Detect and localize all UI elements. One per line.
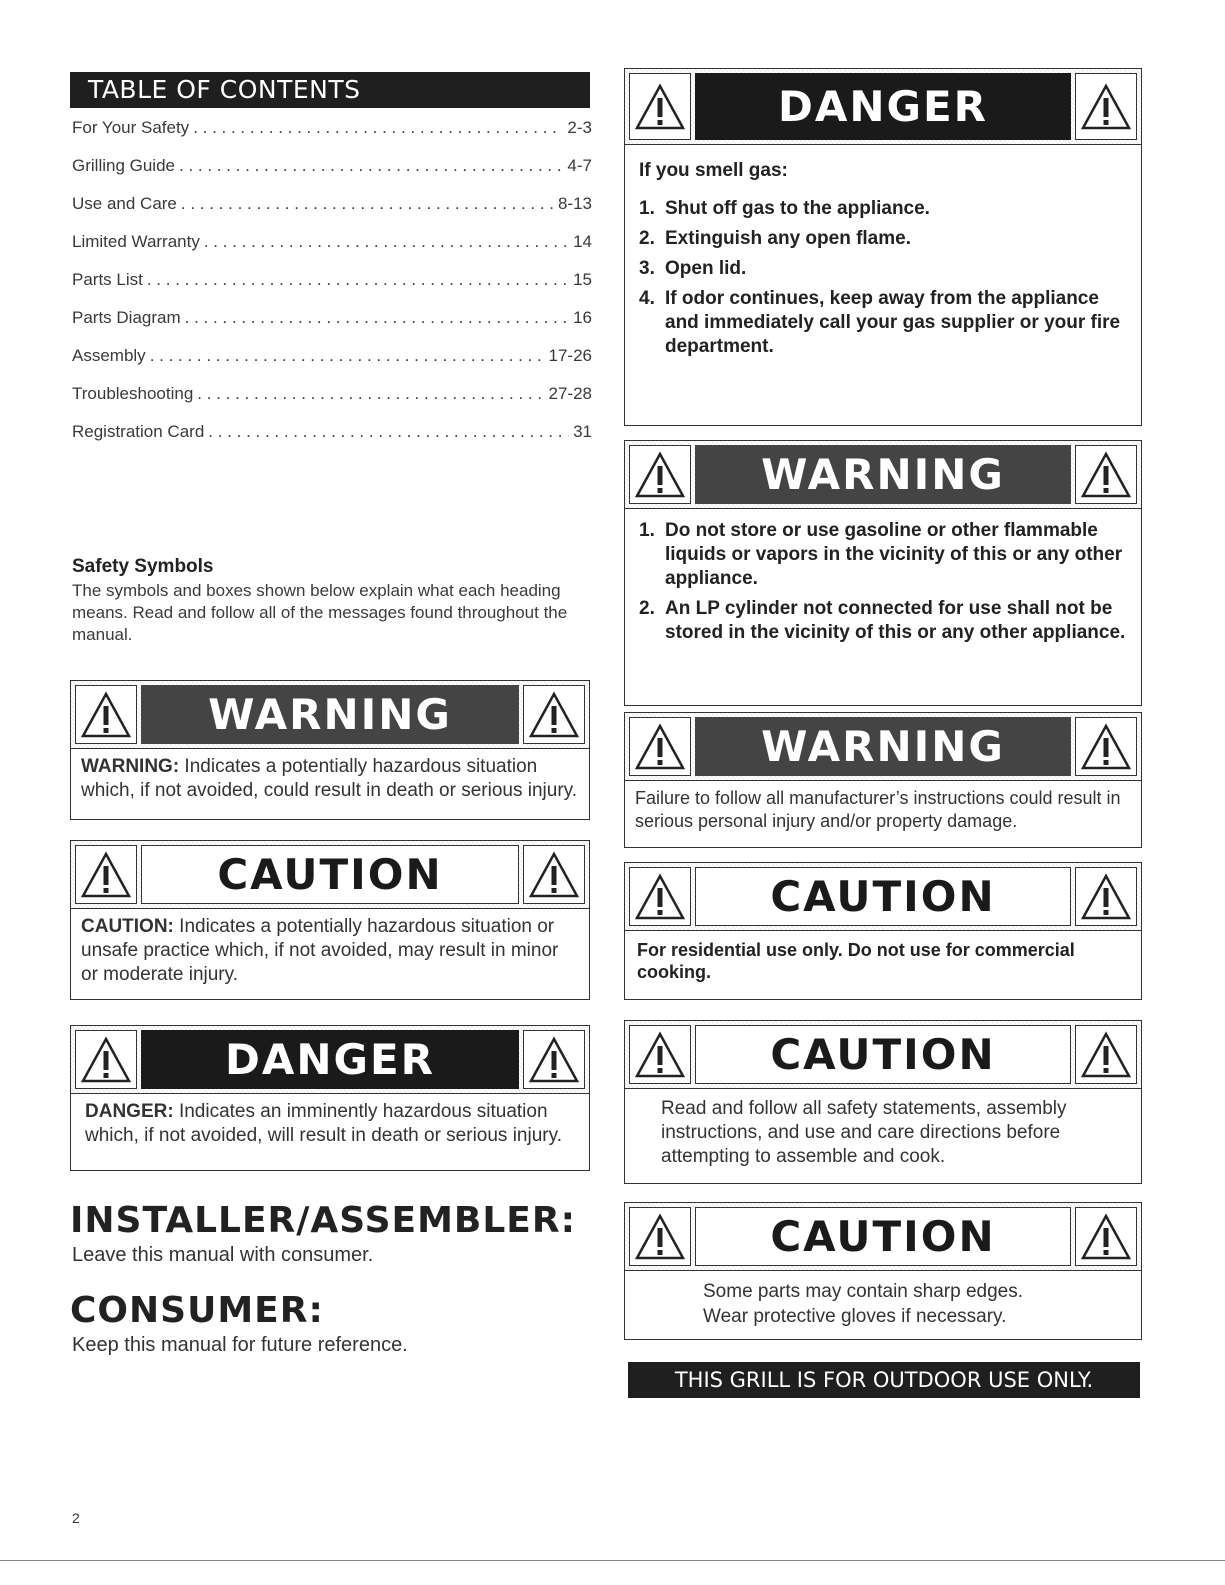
sign-header	[71, 681, 589, 749]
warning-triangle-icon	[629, 717, 691, 776]
toc-page: 17-26	[548, 346, 592, 365]
sharp-edges-caution-box	[624, 1202, 1142, 1340]
sign-text: For residential use only. Do not use for commercial cooking.	[637, 940, 1075, 982]
sign-text: Indicates an imminently hazardous situation which, if not avoided, will result in death or serious injury.	[85, 1101, 562, 1146]
toc-row	[72, 346, 592, 384]
installer-text: Leave this manual with consumer.	[72, 1244, 374, 1266]
danger-definition-box	[70, 1025, 590, 1171]
toc-label: Use and Care	[72, 194, 177, 213]
sign-lead: WARNING:	[81, 756, 180, 777]
warning-triangle-icon	[75, 845, 137, 904]
list-text: If odor continues, keep away from the appliance and immediately call your gas supplier or your fire department.	[665, 288, 1121, 357]
sign-header	[625, 713, 1141, 781]
consumer-heading: CONSUMER:	[70, 1290, 324, 1331]
toc-row	[72, 194, 592, 232]
list-num: 2.	[639, 598, 655, 619]
toc-row	[72, 232, 592, 270]
list-text: Extinguish any open flame.	[665, 228, 911, 249]
list-text: Shut off gas to the appliance.	[665, 198, 930, 219]
caution-banner: CAUTION	[695, 1207, 1071, 1266]
toc-page: 2-3	[567, 118, 592, 137]
warning-triangle-icon	[75, 685, 137, 744]
toc-leader	[185, 308, 569, 328]
caution-banner: CAUTION	[141, 845, 519, 904]
warning-banner: WARNING	[695, 445, 1071, 504]
warning-triangle-icon	[629, 73, 691, 140]
sign-body	[625, 145, 1141, 379]
warning-definition-box	[70, 680, 590, 820]
list-item	[639, 197, 1127, 221]
sign-header	[71, 1026, 589, 1094]
toc-leader	[150, 346, 545, 366]
toc-page: 14	[573, 232, 592, 251]
toc-label: Registration Card	[72, 422, 205, 441]
sign-body	[625, 1271, 1141, 1337]
warning-triangle-icon	[1075, 717, 1137, 776]
toc-leader	[204, 232, 569, 252]
toc-row	[72, 422, 592, 460]
safety-symbols-title: Safety Symbols	[72, 556, 214, 577]
warning-triangle-icon	[523, 685, 585, 744]
gasoline-warning-box	[624, 440, 1142, 706]
toc-list	[72, 118, 592, 460]
caution-definition-box	[70, 840, 590, 1000]
list-item	[639, 287, 1127, 359]
gas-danger-box	[624, 68, 1142, 426]
warning-triangle-icon	[1075, 867, 1137, 926]
sign-header	[625, 69, 1141, 145]
warning-triangle-icon	[629, 1025, 691, 1084]
warning-triangle-icon	[629, 445, 691, 504]
consumer-text: Keep this manual for future reference.	[72, 1334, 408, 1356]
warning-triangle-icon	[1075, 73, 1137, 140]
warning-triangle-icon	[629, 1207, 691, 1266]
sign-body	[625, 509, 1141, 661]
sign-header	[71, 841, 589, 909]
sign-lead: DANGER:	[85, 1101, 174, 1122]
warning-banner: WARNING	[141, 685, 519, 744]
list-text: Open lid.	[665, 258, 747, 279]
sign-header	[625, 1203, 1141, 1271]
danger-banner: DANGER	[695, 73, 1071, 140]
toc-label: Parts List	[72, 270, 143, 289]
list-item	[639, 257, 1127, 281]
caution-banner: CAUTION	[695, 867, 1071, 926]
danger-intro: If you smell gas:	[639, 160, 788, 181]
toc-leader	[208, 422, 569, 442]
toc-leader	[193, 118, 563, 138]
warning-banner: WARNING	[695, 717, 1071, 776]
list-num: 1.	[639, 198, 655, 219]
sign-body	[71, 1094, 589, 1156]
toc-label: Troubleshooting	[72, 384, 194, 403]
sign-lead: CAUTION:	[81, 916, 174, 937]
list-num: 3.	[639, 258, 655, 279]
toc-leader	[197, 384, 544, 404]
installer-heading: INSTALLER/ASSEMBLER:	[70, 1200, 577, 1241]
toc-leader	[147, 270, 569, 290]
toc-label: Assembly	[72, 346, 146, 365]
toc-row	[72, 270, 592, 308]
warning-triangle-icon	[75, 1030, 137, 1089]
sign-text: Indicates a potentially hazardous situation which, if not avoided, could result in death or serious injury.	[81, 756, 578, 801]
toc-page: 8-13	[557, 194, 592, 213]
warning-items	[639, 519, 1127, 645]
toc-label: For Your Safety	[72, 118, 190, 137]
sign-header	[625, 441, 1141, 509]
list-item	[639, 227, 1127, 251]
instructions-warning-box	[624, 712, 1142, 848]
warning-triangle-icon	[1075, 445, 1137, 504]
list-num: 2.	[639, 228, 655, 249]
list-num: 4.	[639, 288, 655, 309]
page-number: 2	[72, 1510, 80, 1526]
toc-page: 27-28	[548, 384, 592, 403]
warning-triangle-icon	[629, 867, 691, 926]
warning-triangle-icon	[523, 845, 585, 904]
sign-header	[625, 863, 1141, 931]
toc-label: Limited Warranty	[72, 232, 200, 251]
warning-triangle-icon	[1075, 1025, 1137, 1084]
toc-page: 16	[573, 308, 592, 327]
toc-leader	[179, 156, 563, 176]
danger-banner: DANGER	[141, 1030, 519, 1089]
sign-line: Wear protective gloves if necessary.	[703, 1306, 1007, 1327]
toc-page: 15	[573, 270, 592, 289]
sign-header	[625, 1021, 1141, 1089]
assembly-caution-box	[624, 1020, 1142, 1184]
toc-label: Grilling Guide	[72, 156, 175, 175]
warning-triangle-icon	[523, 1030, 585, 1089]
toc-title: TABLE OF CONTENTS	[70, 72, 590, 108]
toc-row	[72, 118, 592, 156]
toc-page: 31	[573, 422, 592, 441]
footer-divider	[0, 1560, 1225, 1561]
sign-body	[71, 909, 589, 995]
toc-page: 4-7	[567, 156, 592, 175]
list-item	[639, 519, 1127, 591]
toc-label: Parts Diagram	[72, 308, 181, 327]
list-text: Do not store or use gasoline or other flammable liquids or vapors in the vicinity of this or any other appliance.	[665, 520, 1123, 589]
safety-symbols-text: The symbols and boxes shown below explain what each heading means. Read and follow all of the messages found throughout the manual.	[72, 581, 568, 644]
toc-row	[72, 308, 592, 346]
list-text: An LP cylinder not connected for use shall not be stored in the vicinity of this or any other appliance.	[665, 598, 1126, 643]
outdoor-use-banner: THIS GRILL IS FOR OUTDOOR USE ONLY.	[628, 1362, 1140, 1398]
danger-steps	[639, 197, 1127, 359]
toc-row	[72, 384, 592, 422]
toc-leader	[181, 194, 554, 214]
sign-line: Some parts may contain sharp edges.	[703, 1281, 1024, 1302]
caution-banner: CAUTION	[695, 1025, 1071, 1084]
toc-row	[72, 156, 592, 194]
sign-body	[71, 749, 589, 811]
sign-text: Failure to follow all manufacturer’s instructions could result in serious personal injury and/or property damage.	[635, 788, 1121, 831]
list-num: 1.	[639, 520, 655, 541]
sign-text: Read and follow all safety statements, assembly instructions, and use and care directions before attempting to assemble and cook.	[661, 1098, 1067, 1167]
residential-caution-box	[624, 862, 1142, 1000]
sign-text: Indicates a potentially hazardous situation or unsafe practice which, if not avoided, may result in minor or moderate injury.	[81, 916, 559, 985]
warning-triangle-icon	[1075, 1207, 1137, 1266]
list-item	[639, 597, 1127, 645]
